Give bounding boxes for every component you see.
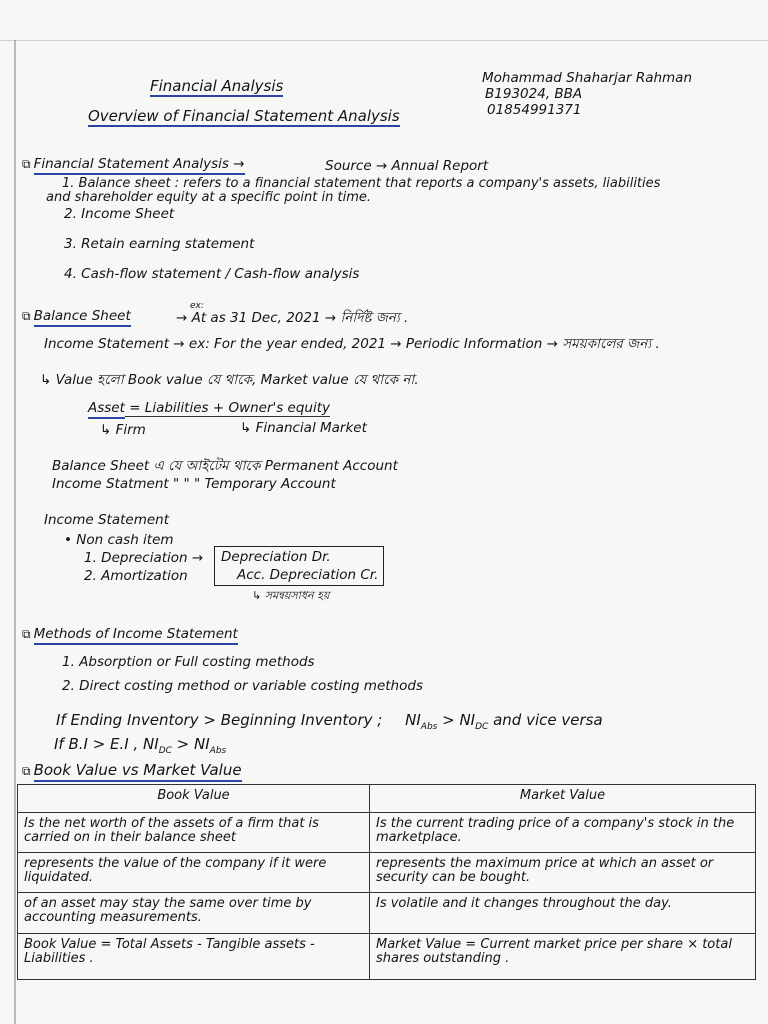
market-cell: Is volatile and it changes throughout the day. <box>370 893 756 933</box>
rule1-abs: Abs <box>420 722 438 732</box>
author-name: Mohammad Shaharjar Rahman <box>482 70 693 86</box>
book-cell: represents the value of the company if it were liquidated. <box>18 853 370 893</box>
income-heading: Income Statement <box>44 512 170 528</box>
rule1-condition: If Ending Inventory > Beginning Inventory ; <box>56 711 383 729</box>
income-statement-line: Income Statement → ex: For the year ended, 2021 → Periodic Information → সময়কালের জন্য . <box>44 336 660 352</box>
from-firm: ↳ Firm <box>100 422 146 438</box>
fsa-source: Source → Annual Report <box>325 158 489 174</box>
table-row <box>18 933 756 979</box>
methods-heading: Methods of Income Statement <box>34 626 238 645</box>
journal-cr: Acc. Depreciation Cr. <box>237 567 379 583</box>
checkbox-bullet-icon: ⧉ <box>22 764 31 778</box>
book-cell: Book Value = Total Assets - Tangible assets - Liabilities . <box>18 933 370 979</box>
value-line: ↳ Value হলো Book value যে থাকে, Market value যে থাকে না. <box>40 372 419 388</box>
fsa-item-3: 3. Retain earning statement <box>64 236 255 252</box>
ex-note: ex: <box>190 301 204 311</box>
depreciation-item: 1. Depreciation → <box>84 550 204 566</box>
market-cell: Is the current trading price of a company's stock in the marketplace. <box>370 812 756 852</box>
amortization-item: 2. Amortization <box>84 568 188 584</box>
adjustment-note: ↳ সমন্বয়সাধন হয় <box>252 589 330 602</box>
balance-heading: Balance Sheet <box>34 308 131 327</box>
fsa-item-2: 2. Income Sheet <box>64 206 175 222</box>
comparison-table <box>17 784 756 980</box>
from-market: ↳ Financial Market <box>240 420 367 436</box>
fsa-item-4: 4. Cash-flow statement / Cash-flow analysis <box>64 266 360 282</box>
inventory-rule-2 <box>54 736 226 759</box>
rule1-gt: > NI <box>437 711 476 729</box>
method-2: 2. Direct costing method or variable costing methods <box>62 678 423 694</box>
author-phone: 01854991371 <box>487 102 582 118</box>
checkbox-bullet-icon: ⧉ <box>22 157 31 171</box>
bs-permanent-account: Balance Sheet এ যে আইটেম থাকে Permanent Account <box>52 458 398 474</box>
table-row <box>18 893 756 933</box>
balance-heading-row <box>22 308 131 324</box>
fsa-heading-row <box>22 156 245 172</box>
page-title: Financial Analysis <box>150 77 284 95</box>
is-temporary-account: Income Statment " " " Temporary Account <box>52 476 336 492</box>
rule1-dc: DC <box>475 722 489 732</box>
table-header-row <box>18 785 756 813</box>
equation-rest: = Liabilities + Owner's equity <box>124 400 331 416</box>
col-market-value: Market Value <box>370 785 756 813</box>
equation-asset: Asset <box>88 400 125 419</box>
col-book-value: Book Value <box>18 785 370 813</box>
author-id: B193024, BBA <box>485 86 583 102</box>
rule2-gt: > NI <box>171 735 210 753</box>
book-cell: of an asset may stay the same over time by accounting measurements. <box>18 893 370 933</box>
accounting-equation <box>88 400 330 416</box>
bvmv-heading-row <box>22 762 242 779</box>
page-subtitle: Overview of Financial Statement Analysis <box>88 107 400 125</box>
fsa-item-1-cont: and shareholder equity at a specific point in time. <box>46 190 371 205</box>
rule2-condition: If B.I > E.I , NI <box>54 735 159 753</box>
methods-heading-row <box>22 626 238 642</box>
rule1-ni: NI <box>405 711 421 729</box>
rule2-abs: Abs <box>209 746 227 756</box>
fsa-item-1: 1. Balance sheet : refers to a financial statement that reports a company's assets, liabilities <box>62 176 661 191</box>
checkbox-bullet-icon: ⧉ <box>22 309 31 323</box>
fsa-heading: Financial Statement Analysis → <box>34 156 245 175</box>
rule2-dc: DC <box>158 746 172 756</box>
balance-at-line: → At as 31 Dec, 2021 → নির্দিষ্ট জন্য . <box>176 310 409 326</box>
journal-entry-box <box>214 546 384 586</box>
market-cell: represents the maximum price at which an asset or security can be bought. <box>370 853 756 893</box>
bvmv-heading: Book Value vs Market Value <box>34 761 242 782</box>
inventory-rule-1 <box>56 712 603 735</box>
top-rule <box>0 40 768 41</box>
table-row <box>18 853 756 893</box>
checkbox-bullet-icon: ⧉ <box>22 627 31 641</box>
rule1-vice: and vice versa <box>488 711 603 729</box>
non-cash-item: • Non cash item <box>64 532 174 548</box>
journal-dr: Depreciation Dr. <box>221 549 331 565</box>
market-cell: Market Value = Current market price per share × total shares outstanding . <box>370 933 756 979</box>
book-cell: Is the net worth of the assets of a firm that is carried on in their balance sheet <box>18 812 370 852</box>
table-row <box>18 812 756 852</box>
margin-line <box>14 40 16 1024</box>
method-1: 1. Absorption or Full costing methods <box>62 654 315 670</box>
